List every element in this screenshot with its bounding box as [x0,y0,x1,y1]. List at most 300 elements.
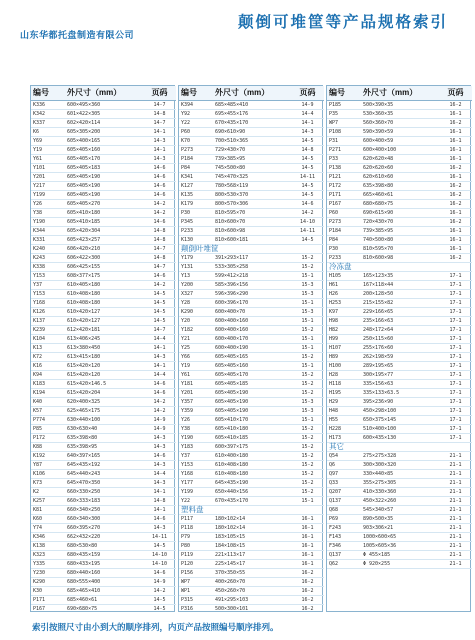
outer-size: 391×293×117 [213,254,291,263]
item-code: K70 [179,137,213,146]
page-number: 16-1 [291,533,324,542]
table-row [327,110,472,119]
table-row [31,326,176,335]
outer-size: 491×295×103 [213,596,291,605]
table-row [327,371,472,380]
item-code: Y92 [179,110,213,119]
outer-size: 685×465×410 [65,587,143,596]
item-code: F346 [327,542,361,551]
page-number: 14-5 [143,605,176,614]
item-code: P171 [31,596,65,605]
outer-size: 625×465×175 [65,407,143,416]
section-label: 其它 [327,443,361,452]
outer-size: 596×396×290 [213,290,291,299]
page-header [0,0,475,56]
item-code: P171 [327,191,361,200]
item-code: Y183 [179,443,213,452]
table-row [31,551,176,560]
page-number: 14-5 [291,236,324,245]
page-number: 14-7 [143,245,176,254]
outer-size: 600×396×170 [213,299,291,308]
table-row [31,128,176,137]
item-code: K16 [31,362,65,371]
page-number: 14-6 [143,173,176,182]
table-row [179,209,324,218]
page-number: 14-8 [143,227,176,236]
page-number: 17-1 [439,335,472,344]
item-code: P233 [179,227,213,236]
table-row [31,272,176,281]
outer-size: 605×405×190 [65,173,143,182]
section-label: 冷冻盘 [327,263,361,272]
page-number: 14-6 [143,218,176,227]
outer-size: 613×415×180 [65,353,143,362]
column-header: 外尺寸（mm） [65,86,143,101]
page-number: 14-9 [143,578,176,587]
table-row [31,173,176,182]
outer-size: 600×400×100 [361,146,439,155]
outer-size: 660×333×183 [65,497,143,506]
item-code: K137 [31,317,65,326]
item-code: Y335 [31,560,65,569]
page-number: 21-1 [439,470,472,479]
table-row [31,596,176,605]
item-code: Y200 [179,281,213,290]
table-row [179,479,324,488]
outer-size: 200×128×50 [361,290,439,299]
outer-size: 810×595×70 [361,245,439,254]
page-number: 16-1 [291,515,324,524]
column-header: 编号 [31,86,65,101]
column-header: 页码 [143,86,176,101]
outer-size: 605×405×185 [213,380,291,389]
outer-size: 720×430×70 [361,218,439,227]
table-row [31,308,176,317]
table-row [327,173,472,182]
outer-size: 650×440×156 [213,488,291,497]
page-number: 21-1 [439,515,472,524]
page-number: 14-3 [291,128,324,137]
page-number: 15-1 [291,335,324,344]
outer-size: 215×155×82 [361,299,439,308]
table-row [31,191,176,200]
table-row [31,560,176,569]
item-code: H48 [327,407,361,416]
item-code: Y19 [31,146,65,155]
outer-size: 500×390×35 [361,101,439,110]
page-number: 17-1 [439,326,472,335]
table-row [31,119,176,128]
outer-size: 400×260×70 [213,578,291,587]
page-number: 16-2 [439,182,472,191]
section-label: 颠倒叶堆筐 [181,244,219,253]
table-row [327,155,472,164]
page-number: 21-1 [439,479,472,488]
page-number: 15-1 [291,497,324,506]
table-row [31,434,176,443]
outer-size: 410×330×360 [361,488,439,497]
outer-size: 610×405×180 [65,281,143,290]
outer-size: 640×397×165 [65,452,143,461]
item-code: P108 [327,128,361,137]
page-number: 14-6 [143,191,176,200]
table-row [31,110,176,119]
outer-size: 605×410×180 [213,425,291,434]
outer-size: 608×377×175 [65,272,143,281]
page-number: 21-1 [439,488,472,497]
item-code: P156 [179,569,213,578]
outer-size: 167×118×44 [361,281,439,290]
outer-size: 600×400×59 [361,137,439,146]
page-number: 14-2 [143,398,176,407]
page-number: 17-1 [439,299,472,308]
outer-size: 690×680×75 [65,605,143,614]
table-row [31,389,176,398]
table-row [179,416,324,425]
item-code: Y177 [179,479,213,488]
page-number: 14-6 [143,515,176,524]
page-number: 16-1 [439,146,472,155]
page-number: 16-1 [439,110,472,119]
item-code: K257 [31,497,65,506]
item-code: P273 [327,218,361,227]
outer-size: 585×396×156 [213,281,291,290]
table-row [327,434,472,443]
table-row [327,425,472,434]
page-number: 14-3 [143,524,176,533]
table-row [31,578,176,587]
table-row [327,479,472,488]
item-code: WP7 [327,119,361,128]
outer-size: 235×166×63 [361,317,439,326]
page-number: 14-2 [143,209,176,218]
page-number: 14-5 [291,137,324,146]
item-code: Y359 [179,407,213,416]
outer-size [213,245,291,254]
table-row [31,569,176,578]
outer-size: 289×195×65 [361,362,439,371]
page-number: 16-2 [439,119,472,128]
outer-size: 530×360×35 [361,110,439,119]
outer-size: 620×620×48 [361,155,439,164]
item-code: K72 [31,353,65,362]
outer-size: 645×440×243 [65,470,143,479]
item-code: H253 [327,299,361,308]
item-code: Y28 [179,299,213,308]
table-row [31,506,176,515]
table-row [327,497,472,506]
table-row [179,326,324,335]
outer-size: 740×500×80 [361,236,439,245]
outer-size: 645×435×190 [213,479,291,488]
item-code: Y168 [31,299,65,308]
table-row [179,389,324,398]
page-number: 14-10 [143,551,176,560]
page-number: 15-3 [291,398,324,407]
page-number: 14-2 [143,587,176,596]
item-code: K337 [31,119,65,128]
table-row [179,353,324,362]
outer-size: 605×405×190 [213,407,291,416]
outer-size: 615×420×120 [65,362,143,371]
item-code: P316 [179,605,213,614]
outer-size: 610×420×127 [65,317,143,326]
page-number: 15-2 [291,470,324,479]
table-row [179,218,324,227]
page-number: 16-1 [439,227,472,236]
outer-size: 605×405×170 [213,371,291,380]
table-row [31,245,176,254]
outer-size: 545×340×57 [361,506,439,515]
item-code: P185 [327,101,361,110]
table-row [31,416,176,425]
table-row [31,101,176,110]
page-number: 14-6 [143,182,176,191]
page-number: 16-1 [439,236,472,245]
column-header: 页码 [291,86,324,101]
page-number: 16-1 [439,173,472,182]
table-row [31,200,176,209]
page-number: 14-8 [143,110,176,119]
item-code: P167 [327,200,361,209]
table-row [327,218,472,227]
outer-size: 810×600×98 [213,227,291,236]
table-row [31,524,176,533]
table-row [31,425,176,434]
outer-size: 605×405×190 [65,182,143,191]
page-number: 14-8 [143,236,176,245]
outer-size: 1000×600×65 [361,533,439,542]
outer-size: 620×610×60 [361,173,439,182]
page-number: 17-1 [439,353,472,362]
item-code: K40 [31,398,65,407]
page-number: 17-1 [439,407,472,416]
table-row [327,101,472,110]
item-code: Y230 [31,569,65,578]
item-code: Y190 [179,434,213,443]
item-code: P79 [179,533,213,542]
table-header-row [327,86,472,101]
item-code: P33 [327,155,361,164]
table-row [327,281,472,290]
page-number: 15-2 [291,443,324,452]
table-row [31,443,176,452]
table-row [31,380,176,389]
page-number: 17-1 [439,362,472,371]
table-row [327,353,472,362]
page-number: 14-6 [291,200,324,209]
outer-size: 605×305×200 [65,128,143,137]
page-number: 17-1 [439,308,472,317]
page-number: 14-5 [291,182,324,191]
page-number: 14-1 [143,362,176,371]
item-code: H100 [327,362,361,371]
section-heading-row [327,443,472,452]
item-code: K81 [31,506,65,515]
outer-size: 680×680×75 [361,200,439,209]
outer-size: 300×300×320 [361,461,439,470]
page-number: 14-6 [143,569,176,578]
table-row [179,164,324,173]
outer-size: 180×102×14 [213,515,291,524]
page-footer [0,612,475,640]
page-number: 14-2 [143,407,176,416]
table-row [327,335,472,344]
item-code: P31 [327,137,361,146]
page-number: 17-1 [439,281,472,290]
item-code: Y201 [31,173,65,182]
table-row [31,155,176,164]
item-code: P69 [327,515,361,524]
table-row [31,335,176,344]
item-code: H173 [327,434,361,443]
item-code: K342 [31,110,65,119]
outer-size: 602×420×114 [65,119,143,128]
outer-size: 810×600×181 [213,236,291,245]
page-number: 14-6 [143,272,176,281]
page-number: 14-5 [143,317,176,326]
spec-table [327,86,472,569]
page-number: 16-2 [439,218,472,227]
item-code: Y61 [179,371,213,380]
table-row [179,470,324,479]
outer-size: 660×395×270 [65,524,143,533]
item-code: P233 [327,254,361,263]
page-number: 16-1 [439,137,472,146]
outer-size: 165×123×35 [361,272,439,281]
column-header: 编号 [327,86,361,101]
page-number: 16-2 [439,191,472,200]
item-code: H228 [327,425,361,434]
item-code: K73 [31,479,65,488]
item-code: Y153 [31,272,65,281]
table-row [327,407,472,416]
table-row [179,110,324,119]
item-code: K97 [327,308,361,317]
table-row [179,335,324,344]
table-row [179,344,324,353]
outer-size: 620×620×60 [361,164,439,173]
outer-size: 670×435×170 [213,497,291,506]
outer-size: 610×408×180 [213,461,291,470]
outer-size: 670×435×170 [213,119,291,128]
footer-note: 索引按照尺寸由小到大的顺序排列，内页产品按照编号顺序排列。 [32,623,279,633]
table-row [179,200,324,209]
page-number: 15-2 [291,254,324,263]
page-number: 14-2 [143,200,176,209]
column-header: 编号 [179,86,213,101]
table-row [327,146,472,155]
outer-size: 600×397×175 [213,443,291,452]
outer-size: 605×410×185 [65,218,143,227]
item-code: P184 [179,155,213,164]
outer-size: 800×570×306 [213,200,291,209]
outer-size: 610×400×180 [213,452,291,461]
item-code: H118 [327,380,361,389]
outer-size: 810×600×98 [361,254,439,263]
outer-size: 450×260×70 [213,587,291,596]
outer-size: 600×495×360 [65,101,143,110]
table-row [327,488,472,497]
outer-size: 500×300×101 [213,605,291,614]
outer-size: 635×398×80 [65,434,143,443]
outer-size: 510×400×100 [361,425,439,434]
outer-size: 903×306×21 [361,524,439,533]
table-row [179,128,324,137]
table-row [179,488,324,497]
section-heading-row [179,506,324,515]
item-code: H61 [327,281,361,290]
table-row [179,551,324,560]
table-row [179,101,324,110]
page-number: 15-1 [291,272,324,281]
page-number: 14-3 [143,353,176,362]
item-code: K2 [31,488,65,497]
page-number [291,506,324,515]
table-row [31,479,176,488]
page-number: 14-8 [291,146,324,155]
outer-size: 600×400×70 [213,308,291,317]
page-number: 16-2 [291,587,324,596]
page-number: 14-2 [291,209,324,218]
table-row [327,416,472,425]
table-row [31,137,176,146]
item-code: K130 [179,236,213,245]
item-code: Y26 [31,200,65,209]
item-code: P80 [179,542,213,551]
table-row [31,587,176,596]
item-code: P121 [327,173,361,182]
page-number: 14-3 [143,137,176,146]
item-code: Y217 [31,182,65,191]
outer-size: 599×412×218 [213,272,291,281]
table-row [31,317,176,326]
item-code: K104 [31,335,65,344]
page-number: 17-1 [439,380,472,389]
item-code: K13 [31,344,65,353]
table-row [31,218,176,227]
page-number: 14-11 [291,173,324,182]
item-code: Y153 [179,461,213,470]
table-row [179,515,324,524]
section-heading-row [327,263,472,272]
table-row [327,317,472,326]
page-number: 14-1 [143,344,176,353]
outer-size: 600×400×190 [213,344,291,353]
page-number: 15-1 [291,317,324,326]
outer-size [361,443,439,452]
outer-size: 610×420×127 [65,308,143,317]
outer-size: 606×422×300 [65,254,143,263]
item-code: K290 [31,578,65,587]
item-code: Y13 [179,272,213,281]
page-number: 14-5 [143,290,176,299]
table-row [179,452,324,461]
outer-size: 605×405×183 [65,164,143,173]
outer-size: 355×275×305 [361,479,439,488]
outer-size: 680×440×160 [65,569,143,578]
outer-size: 605×410×180 [65,209,143,218]
page-number: 14-5 [291,191,324,200]
index-column-1 [30,85,175,612]
outer-size: 739×385×95 [213,155,291,164]
table-row [179,182,324,191]
item-code: H89 [327,353,361,362]
outer-size: 739×385×95 [361,227,439,236]
table-header-row [179,86,324,101]
item-code: Y69 [31,137,65,146]
outer-size: 613×380×450 [65,344,143,353]
